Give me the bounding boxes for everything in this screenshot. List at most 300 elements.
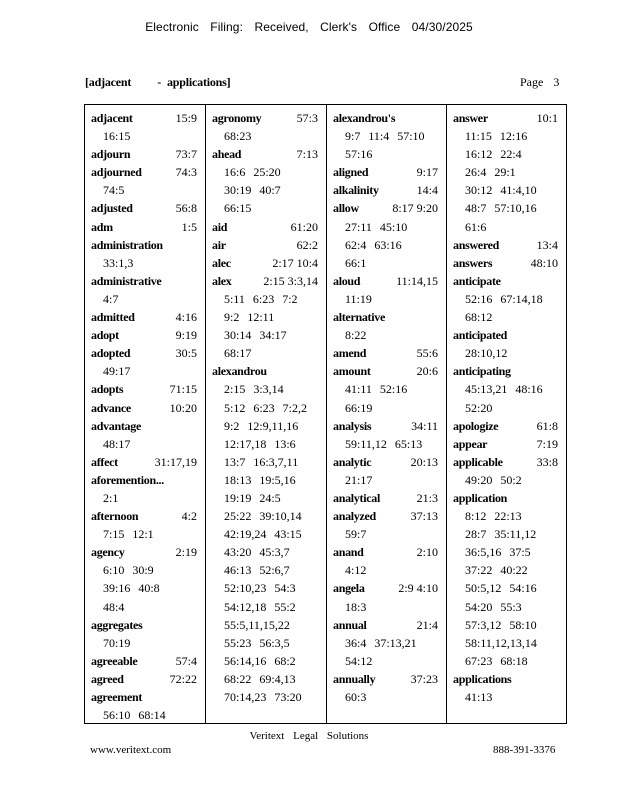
index-reference-line: 58:11,12,13,14: [465, 635, 537, 650]
index-entry-headline: [91, 326, 201, 344]
index-term: analytic: [333, 454, 372, 469]
index-range-header: [85, 75, 230, 90]
index-reference-line: 12:17,18 13:6: [224, 436, 296, 451]
index-first-reference: 34:11: [411, 418, 438, 433]
index-entry: [333, 616, 442, 670]
index-term: annually: [333, 671, 376, 686]
index-term: agreed: [91, 671, 124, 686]
footer-website: www.veritext.com: [90, 744, 172, 756]
index-entry-headline: [91, 145, 201, 163]
index-reference-line: 18:3: [345, 599, 367, 614]
index-entry: [91, 308, 201, 326]
index-first-reference: 74:3: [175, 165, 197, 180]
index-first-reference: 48:10: [530, 255, 558, 270]
index-reference-line: 55:5,11,15,22: [224, 617, 290, 632]
index-entry: [453, 326, 562, 362]
index-entry: [333, 507, 442, 543]
index-reference-line: 45:13,21 48:16: [465, 382, 543, 397]
page-number: 3: [553, 75, 560, 89]
index-reference-line: 33:1,3: [103, 255, 134, 270]
index-column-1: [85, 105, 206, 723]
index-term: aggregates: [91, 617, 143, 632]
index-first-reference: [558, 670, 562, 688]
index-term: alternative: [333, 310, 386, 325]
index-entry: [91, 380, 201, 398]
index-first-reference: 30:5: [175, 346, 197, 361]
index-entry-headline: [91, 344, 201, 362]
index-reference-line: 16:12 22:4: [465, 147, 522, 162]
index-term: anticipate: [453, 273, 501, 288]
index-first-reference: 11:14,15: [396, 273, 438, 288]
index-first-reference: 33:8: [536, 454, 558, 469]
index-entry-headline: [333, 579, 442, 597]
index-entry: [91, 109, 201, 145]
index-reference-line: 5:11 6:23 7:2: [224, 291, 298, 306]
index-reference-line: 6:10 30:9: [103, 563, 154, 578]
index-entry-headline: [91, 543, 201, 561]
index-reference-line: 9:2 12:11: [224, 310, 275, 325]
index-entry: [91, 344, 201, 380]
index-term: advantage: [91, 418, 141, 433]
index-term: angela: [333, 581, 365, 596]
index-first-reference: [197, 236, 201, 254]
index-entry: [333, 163, 442, 181]
index-entry: [453, 453, 562, 489]
index-term: annual: [333, 617, 367, 632]
index-reference-line: 30:12 41:4,10: [465, 183, 537, 198]
index-reference-line: 54:12: [345, 653, 373, 668]
index-term: alec: [212, 255, 231, 270]
index-reference-line: 52:10,23 54:3: [224, 581, 296, 596]
index-reference-line: 16:6 25:20: [224, 165, 281, 180]
index-entry-headline: [333, 181, 442, 199]
index-entry-headline: [333, 616, 442, 634]
index-first-reference: [558, 272, 562, 290]
index-term: amend: [333, 346, 367, 361]
index-first-reference: 2:9 4:10: [398, 581, 438, 596]
index-entry: [453, 670, 562, 706]
index-entry-headline: [212, 109, 322, 127]
index-reference-line: 30:14 34:17: [224, 328, 287, 343]
index-first-reference: [197, 688, 201, 706]
index-reference-line: 56:14,16 68:2: [224, 653, 296, 668]
index-term: afternoon: [91, 509, 139, 524]
index-reference-line: 5:12 6:23 7:2,2: [224, 400, 308, 415]
index-entry-headline: [333, 109, 442, 127]
index-entry-headline: [333, 272, 442, 290]
index-entry-headline: [333, 163, 442, 181]
index-reference-line: 59:11,12 65:13: [345, 436, 423, 451]
index-reference-line: 55:23 56:3,5: [224, 635, 290, 650]
index-first-reference: [197, 272, 201, 290]
index-reference-line: 66:19: [345, 400, 373, 415]
index-term: anticipated: [453, 328, 508, 343]
index-reference-line: 21:17: [345, 472, 373, 487]
index-entry-headline: [91, 199, 201, 217]
index-reference-line: 42:19,24 43:15: [224, 527, 302, 542]
index-term: air: [212, 237, 226, 252]
page-number-label: [520, 75, 559, 90]
range-start: [adjacent: [85, 75, 132, 89]
index-term: answers: [453, 255, 493, 270]
index-first-reference: 2:19: [175, 545, 197, 560]
index-reference-line: 18:13 19:5,16: [224, 472, 296, 487]
index-term: appear: [453, 436, 488, 451]
index-entry: [91, 199, 201, 217]
index-entry-headline: [453, 453, 562, 471]
index-entry-headline: [91, 417, 201, 435]
index-term: agency: [91, 545, 125, 560]
index-entry-headline: [212, 145, 322, 163]
index-reference-line: 41:11 52:16: [345, 382, 408, 397]
range-end: applications]: [167, 75, 231, 89]
index-first-reference: 14:4: [416, 183, 438, 198]
index-reference-line: 48:4: [103, 599, 125, 614]
index-reference-line: 36:5,16 37:5: [465, 545, 531, 560]
index-first-reference: 21:4: [416, 617, 438, 632]
index-entry-headline: [91, 399, 201, 417]
index-first-reference: 72:22: [169, 671, 197, 686]
index-first-reference: 56:8: [175, 201, 197, 216]
index-entry: [212, 272, 322, 362]
index-entry: [333, 543, 442, 579]
index-entry: [333, 489, 442, 507]
index-first-reference: [197, 417, 201, 435]
index-entry: [91, 145, 201, 163]
index-entry: [333, 362, 442, 416]
index-first-reference: 2:15 3:3,14: [263, 273, 318, 288]
index-first-reference: 8:17 9:20: [392, 201, 438, 216]
index-entry-headline: [453, 489, 562, 507]
index-entry-headline: [333, 417, 442, 435]
index-term: apologize: [453, 418, 499, 433]
index-entry: [333, 344, 442, 362]
index-first-reference: 7:19: [536, 436, 558, 451]
index-term: analyzed: [333, 509, 376, 524]
index-reference-line: 48:17: [103, 436, 131, 451]
index-entry-headline: [453, 326, 562, 344]
index-term: aforemention...: [91, 472, 164, 487]
index-entry: [212, 254, 322, 272]
index-entry-headline: [91, 471, 201, 489]
index-entry: [453, 109, 562, 236]
index-reference-line: 4:7: [103, 291, 119, 306]
index-reference-line: 39:16 40:8: [103, 581, 160, 596]
index-term: aloud: [333, 273, 361, 288]
index-entry: [91, 652, 201, 670]
index-first-reference: 13:4: [536, 237, 558, 252]
index-reference-line: 68:22 69:4,13: [224, 671, 296, 686]
index-entry: [212, 145, 322, 217]
index-term: anticipating: [453, 364, 511, 379]
index-entry: [333, 199, 442, 271]
index-term: allow: [333, 201, 359, 216]
index-term: affect: [91, 454, 118, 469]
index-first-reference: 62:2: [296, 237, 318, 252]
index-term: amount: [333, 364, 371, 379]
index-reference-line: 59:7: [345, 527, 367, 542]
index-term: advance: [91, 400, 131, 415]
index-reference-line: 41:13: [465, 690, 493, 704]
index-entry-headline: [453, 109, 562, 127]
index-term: administration: [91, 237, 163, 252]
index-entry-headline: [453, 670, 562, 688]
index-entry-headline: [91, 507, 201, 525]
index-term: alexandrou's: [333, 111, 396, 125]
index-entry-headline: [91, 218, 201, 236]
index-term: analytical: [333, 490, 380, 505]
index-entry: [453, 254, 562, 272]
index-first-reference: 55:6: [416, 346, 438, 361]
index-entry-headline: [333, 670, 442, 688]
index-entry-headline: [212, 362, 322, 380]
index-term: adm: [91, 219, 113, 234]
index-first-reference: [438, 308, 442, 326]
index-entry: [91, 272, 201, 308]
index-reference-line: 49:20 50:2: [465, 472, 522, 487]
index-reference-line: 37:22 40:22: [465, 563, 528, 578]
index-first-reference: 61:20: [290, 219, 318, 234]
index-term: alex: [212, 273, 232, 288]
index-entry: [91, 163, 201, 199]
index-first-reference: 4:2: [181, 509, 197, 524]
index-term: adjusted: [91, 201, 133, 216]
index-term: adjourned: [91, 165, 142, 180]
index-entry-headline: [91, 163, 201, 181]
index-entry: [91, 688, 201, 723]
index-term: adopts: [91, 382, 124, 397]
index-term: answer: [453, 111, 488, 125]
index-reference-line: 43:20 45:3,7: [224, 545, 290, 560]
index-reference-line: 2:1: [103, 490, 119, 505]
index-first-reference: 61:8: [536, 418, 558, 433]
index-reference-line: 62:4 63:16: [345, 237, 402, 252]
index-entry-headline: [453, 417, 562, 435]
index-entry-headline: [91, 308, 201, 326]
index-term: application: [453, 490, 508, 505]
index-first-reference: 10:20: [169, 400, 197, 415]
index-entry: [91, 326, 201, 344]
index-first-reference: 9:19: [175, 328, 197, 343]
index-reference-line: 19:19 24:5: [224, 490, 281, 505]
index-entry-headline: [333, 489, 442, 507]
index-first-reference: [558, 362, 562, 380]
index-first-reference: [438, 109, 442, 127]
index-term: adopted: [91, 346, 131, 361]
index-reference-line: 9:7 11:4 57:10: [345, 129, 425, 144]
index-first-reference: [318, 362, 322, 380]
index-reference-line: 66:15: [224, 201, 252, 216]
index-reference-line: 36:4 37:13,21: [345, 635, 417, 650]
index-entry: [212, 362, 322, 706]
index-first-reference: [197, 616, 201, 634]
index-entry-headline: [91, 272, 201, 290]
index-entry-headline: [91, 453, 201, 471]
index-entry: [91, 218, 201, 236]
index-first-reference: 4:16: [175, 310, 197, 325]
index-entry: [212, 236, 322, 254]
index-term: adjourn: [91, 147, 131, 162]
index-reference-line: 48:7 57:10,16: [465, 201, 537, 216]
index-column-2: [206, 105, 327, 723]
index-reference-line: 8:22: [345, 328, 367, 343]
index-term: anand: [333, 545, 364, 560]
index-reference-line: 27:11 45:10: [345, 219, 408, 234]
index-first-reference: 20:6: [416, 364, 438, 379]
index-reference-line: 7:15 12:1: [103, 527, 154, 542]
index-first-reference: 2:10: [416, 545, 438, 560]
index-entry-headline: [91, 236, 201, 254]
index-term: administrative: [91, 273, 162, 288]
index-reference-line: 61:6: [465, 219, 487, 234]
index-entry: [91, 507, 201, 543]
index-reference-line: 52:20: [465, 400, 493, 415]
index-reference-line: 28:10,12: [465, 346, 508, 361]
index-reference-line: 50:5,12 54:16: [465, 581, 537, 596]
index-column-4: [447, 105, 566, 723]
index-first-reference: 20:13: [410, 454, 438, 469]
index-term: aid: [212, 219, 228, 234]
index-entry-headline: [212, 272, 322, 290]
index-reference-line: 74:5: [103, 183, 125, 198]
index-entry-headline: [212, 218, 322, 236]
index-first-reference: 15:9: [175, 111, 197, 125]
index-entry: [453, 362, 562, 416]
page-word: Page: [520, 75, 544, 89]
index-entry-headline: [91, 109, 201, 127]
index-reference-line: 16:15: [103, 129, 131, 144]
index-term: alexandrou: [212, 364, 267, 379]
index-first-reference: 57:3: [296, 111, 318, 125]
index-entry: [91, 670, 201, 688]
index-reference-line: 70:14,23 73:20: [224, 690, 302, 704]
index-term: aligned: [333, 165, 369, 180]
index-entry: [333, 308, 442, 344]
footer-company: Veritext Legal Solutions: [249, 730, 369, 742]
index-term: applications: [453, 671, 512, 686]
index-entry: [333, 417, 442, 453]
index-reference-line: 57:3,12 58:10: [465, 617, 537, 632]
index-first-reference: 71:15: [169, 382, 197, 397]
index-first-reference: [197, 471, 201, 489]
index-entry: [453, 435, 562, 453]
index-entry: [333, 453, 442, 489]
index-entry: [333, 181, 442, 199]
index-entry: [212, 218, 322, 236]
index-first-reference: 9:17: [416, 165, 438, 180]
index-entry-headline: [91, 670, 201, 688]
index-first-reference: 37:13: [410, 509, 438, 524]
index-reference-line: 11:15 12:16: [465, 129, 528, 144]
index-entry: [91, 236, 201, 272]
index-entry: [333, 579, 442, 615]
index-first-reference: 7:13: [296, 147, 318, 162]
filing-banner: Electronic Filing: Received, Clerk's Office 04/30/2025: [145, 20, 473, 34]
range-separator: -: [157, 75, 161, 89]
index-entry-headline: [91, 688, 201, 706]
index-entry-headline: [333, 199, 442, 217]
index-reference-line: 68:12: [465, 310, 493, 325]
index-reference-line: 52:16 67:14,18: [465, 291, 543, 306]
index-entry-headline: [453, 254, 562, 272]
index-term: applicable: [453, 454, 503, 469]
index-reference-line: 68:23: [224, 129, 252, 144]
index-entry-headline: [453, 435, 562, 453]
index-reference-line: 54:20 55:3: [465, 599, 522, 614]
index-reference-line: 67:23 68:18: [465, 653, 528, 668]
index-reference-line: 25:22 39:10,14: [224, 509, 302, 524]
index-entry-headline: [91, 380, 201, 398]
index-entry-headline: [91, 616, 201, 634]
index-reference-line: 54:12,18 55:2: [224, 599, 296, 614]
index-entry: [91, 471, 201, 507]
index-entry-headline: [333, 453, 442, 471]
index-entry: [91, 543, 201, 615]
index-reference-line: 9:2 12:9,11,16: [224, 418, 299, 433]
index-entry: [212, 109, 322, 145]
index-reference-line: 28:7 35:11,12: [465, 527, 537, 542]
index-entry: [333, 109, 442, 163]
index-reference-line: 30:19 40:7: [224, 183, 281, 198]
index-term: alkalinity: [333, 183, 379, 198]
index-first-reference: [558, 326, 562, 344]
index-reference-line: 8:12 22:13: [465, 509, 522, 524]
index-term: agronomy: [212, 111, 262, 125]
index-first-reference: 37:23: [410, 671, 438, 686]
index-reference-line: 26:4 29:1: [465, 165, 516, 180]
index-entry: [453, 272, 562, 326]
footer-phone: 888-391-3376: [493, 744, 556, 756]
index-reference-line: 13:7 16:3,7,11: [224, 454, 299, 469]
index-entry: [453, 489, 562, 670]
index-entry: [91, 417, 201, 453]
index-term: agreement: [91, 690, 143, 704]
index-term: answered: [453, 237, 500, 252]
index-entry: [453, 417, 562, 435]
index-reference-line: 68:17: [224, 346, 252, 361]
index-entry-headline: [453, 362, 562, 380]
index-first-reference: 1:5: [181, 219, 197, 234]
index-reference-line: 2:15 3:3,14: [224, 382, 284, 397]
index-entry: [333, 272, 442, 308]
index-first-reference: 73:7: [175, 147, 197, 162]
index-first-reference: 10:1: [536, 111, 558, 125]
index-term: adjacent: [91, 111, 133, 125]
index-first-reference: 2:17 10:4: [272, 255, 318, 270]
index-reference-line: 66:1: [345, 255, 367, 270]
index-entry: [91, 616, 201, 652]
index-reference-line: 11:19: [345, 291, 372, 306]
index-entry: [453, 236, 562, 254]
index-reference-line: 57:16: [345, 147, 373, 162]
index-first-reference: 57:4: [175, 653, 197, 668]
index-reference-line: 49:17: [103, 364, 131, 379]
index-first-reference: 31:17,19: [154, 454, 197, 469]
index-term: adopt: [91, 328, 119, 343]
index-entry-headline: [333, 507, 442, 525]
index-term: analysis: [333, 418, 372, 433]
index-term: admitted: [91, 310, 135, 325]
word-index-table: [84, 104, 567, 724]
index-entry-headline: [453, 272, 562, 290]
index-column-3: [327, 105, 447, 723]
index-reference-line: 56:10 68:14: [103, 708, 166, 723]
index-entry-headline: [91, 652, 201, 670]
index-entry: [333, 670, 442, 706]
index-entry: [91, 453, 201, 471]
index-reference-line: 60:3: [345, 690, 367, 704]
index-entry-headline: [333, 543, 442, 561]
